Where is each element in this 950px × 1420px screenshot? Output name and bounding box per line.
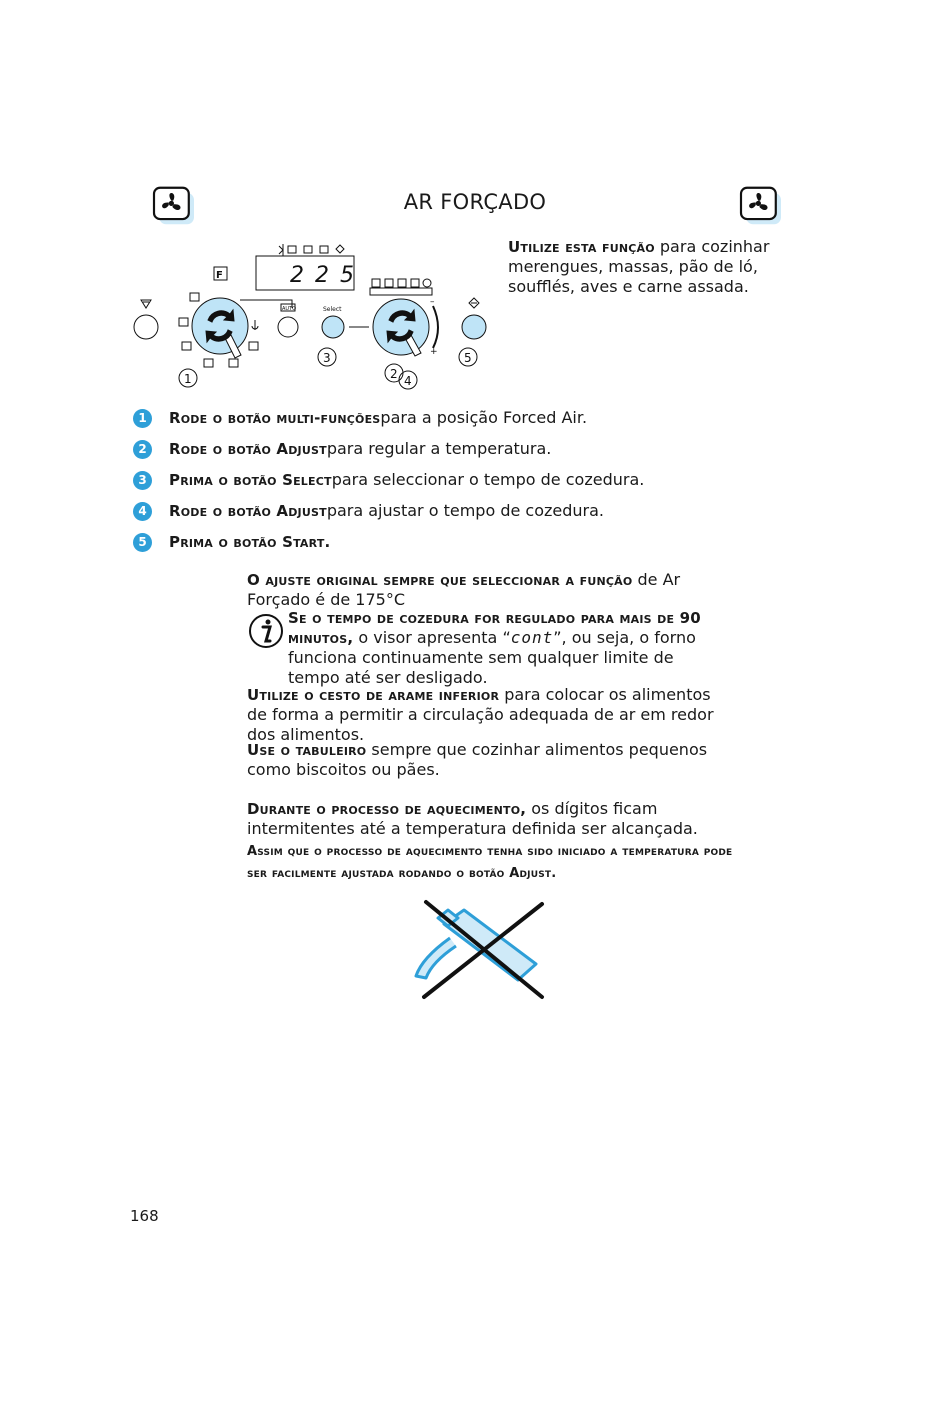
auto-label: AUTO	[282, 306, 297, 312]
adjust-knob[interactable]	[373, 299, 429, 355]
step-badge: 2	[133, 440, 152, 459]
note-heating-process: Durante o processo de aquecimento, os dígitos ficam intermitentes até a temperatura definida ser alcançada.	[247, 799, 698, 838]
intro-text: para cozinhar merengues, massas, pão de ló, soufflés, aves e carne assada.	[508, 237, 770, 296]
callout-4: 4	[404, 374, 412, 388]
minus-label: –	[430, 297, 435, 307]
callout-5: 5	[464, 351, 472, 365]
step-2: 2 Rode o botão Adjust para regular a temperatura.	[133, 439, 551, 459]
page-title: AR FORÇADO	[403, 190, 547, 214]
no-spray-illustration	[410, 898, 548, 1000]
note-wire-basket: Utilize o cesto de arame inferior para colocar os alimentos de forma a permitir a circulação adequada de ar em redor dos alimentos.	[247, 685, 714, 744]
select-button[interactable]	[322, 316, 344, 338]
callout-3: 3	[323, 351, 331, 365]
step-badge: 3	[133, 471, 152, 490]
multi-function-knob[interactable]	[192, 298, 248, 354]
timer-icons	[370, 279, 432, 295]
page-number: 168	[130, 1207, 159, 1225]
step-5: 5 Prima o botão Start.	[133, 532, 330, 552]
step-badge: 4	[133, 502, 152, 521]
info-icon	[248, 613, 284, 649]
cont-display-text: cont	[510, 628, 554, 647]
left-small-button[interactable]	[134, 315, 158, 339]
intro-paragraph	[508, 237, 820, 297]
step-3: 3 Prima o botão Select para seleccionar o tempo de cozedura.	[133, 470, 644, 490]
step-badge: 1	[133, 409, 152, 428]
select-label: Select	[323, 306, 342, 313]
note-adjust-temperature: Assim que o processo de aquecimento tenha sido iniciado a temperatura pode ser facilmente ajustada rodando o botão Adjust.	[247, 844, 733, 881]
callout-1: 1	[184, 372, 192, 386]
step-4: 4 Rode o botão Adjust para ajustar o tempo de cozedura.	[133, 501, 604, 521]
auto-button[interactable]	[278, 317, 298, 337]
note-cooking-time: Se o tempo de cozedura for regulado para mais de 90 minutos, o visor apresenta “cont”, ou seja, o forno funciona continuamente sem qualquer limite de tempo até ser desligado.	[288, 609, 701, 687]
callout-2: 2	[390, 367, 398, 381]
oven-control-panel	[128, 238, 498, 393]
step-1: 1 Rode o botão multi-funções para a posição Forced Air.	[133, 408, 587, 428]
fan-function-icon-right	[739, 186, 783, 226]
f-label: F	[216, 270, 223, 281]
plus-label: +	[430, 347, 438, 357]
intro-lead: Utilize esta função	[508, 238, 655, 256]
step-badge: 5	[133, 533, 152, 552]
start-button[interactable]	[462, 315, 486, 339]
note-default-temperature: O ajuste original sempre que seleccionar a função de Ar Forçado é de 175°C	[247, 570, 681, 609]
top-indicator-icons	[279, 244, 344, 256]
display-readout: 2 2 5	[290, 263, 356, 288]
note-baking-tray: Use o tabuleiro sempre que cozinhar alimentos pequenos como biscoitos ou pães.	[247, 740, 708, 779]
